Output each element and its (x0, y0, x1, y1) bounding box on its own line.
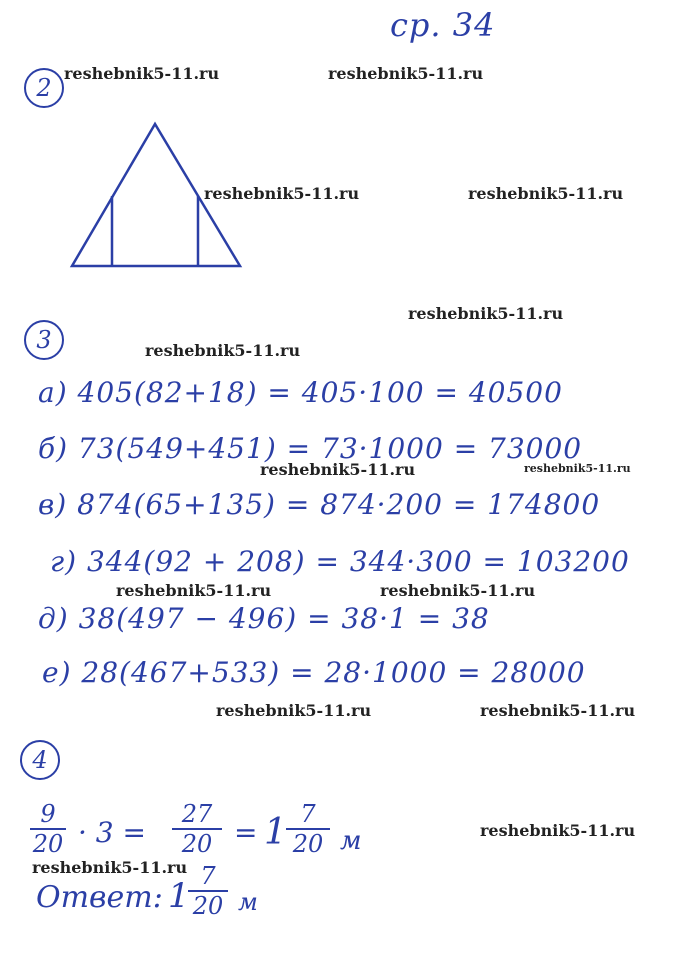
equation-d: д) 38(497 − 496) = 38·1 = 38 (38, 602, 490, 635)
watermark: reshebnik5-11.ru (216, 701, 372, 720)
page-label: ср. 34 (390, 6, 496, 44)
times-three: · 3 = (78, 816, 146, 849)
watermark-small: reshebnik5-11.ru (524, 462, 631, 475)
watermark: reshebnik5-11.ru (145, 341, 301, 360)
equation-e: е) 28(467+533) = 28·1000 = 28000 (42, 656, 586, 689)
watermark: reshebnik5-11.ru (328, 64, 484, 83)
watermark: reshebnik5-11.ru (380, 581, 536, 600)
equation-g: г) 344(92 + 208) = 344·300 = 103200 (50, 545, 630, 578)
mixed-whole: 1 (264, 812, 287, 853)
fraction-numerator: 7 (300, 800, 316, 828)
fraction-numerator: 9 (40, 800, 56, 828)
fraction-9-20 (30, 802, 66, 856)
watermark: reshebnik5-11.ru (480, 701, 636, 720)
watermark: reshebnik5-11.ru (260, 460, 416, 479)
watermark: reshebnik5-11.ru (116, 581, 272, 600)
fraction-27-20 (172, 802, 222, 856)
watermark: reshebnik5-11.ru (204, 184, 360, 203)
fraction-7-20 (286, 802, 330, 856)
watermark: reshebnik5-11.ru (64, 64, 220, 83)
fraction-denominator: 20 (32, 830, 64, 858)
fraction-numerator: 27 (181, 800, 213, 828)
answer-unit: м (238, 888, 258, 916)
fraction-denominator: 20 (181, 830, 213, 858)
watermark: reshebnik5-11.ru (468, 184, 624, 203)
equation-a: а) 405(82+18) = 405·100 = 40500 (38, 376, 563, 409)
watermark: reshebnik5-11.ru (32, 858, 188, 877)
equation-v: в) 874(65+135) = 874·200 = 174800 (38, 488, 601, 521)
answer-label: Ответ: (36, 880, 163, 915)
fraction-denominator: 20 (192, 892, 224, 920)
watermark: reshebnik5-11.ru (480, 821, 636, 840)
task-2-number: 2 (24, 68, 64, 108)
fraction-denominator: 20 (292, 830, 324, 858)
unit-meter: м (340, 826, 362, 856)
answer-fraction (188, 864, 228, 918)
fraction-numerator: 7 (200, 862, 216, 890)
task-4-number: 4 (20, 740, 60, 780)
task-3-number: 3 (24, 320, 64, 360)
answer-whole: 1 (168, 876, 190, 916)
equals-sign: = (234, 816, 258, 849)
watermark: reshebnik5-11.ru (408, 304, 564, 323)
equation-b: б) 73(549+451) = 73·1000 = 73000 (38, 432, 583, 465)
